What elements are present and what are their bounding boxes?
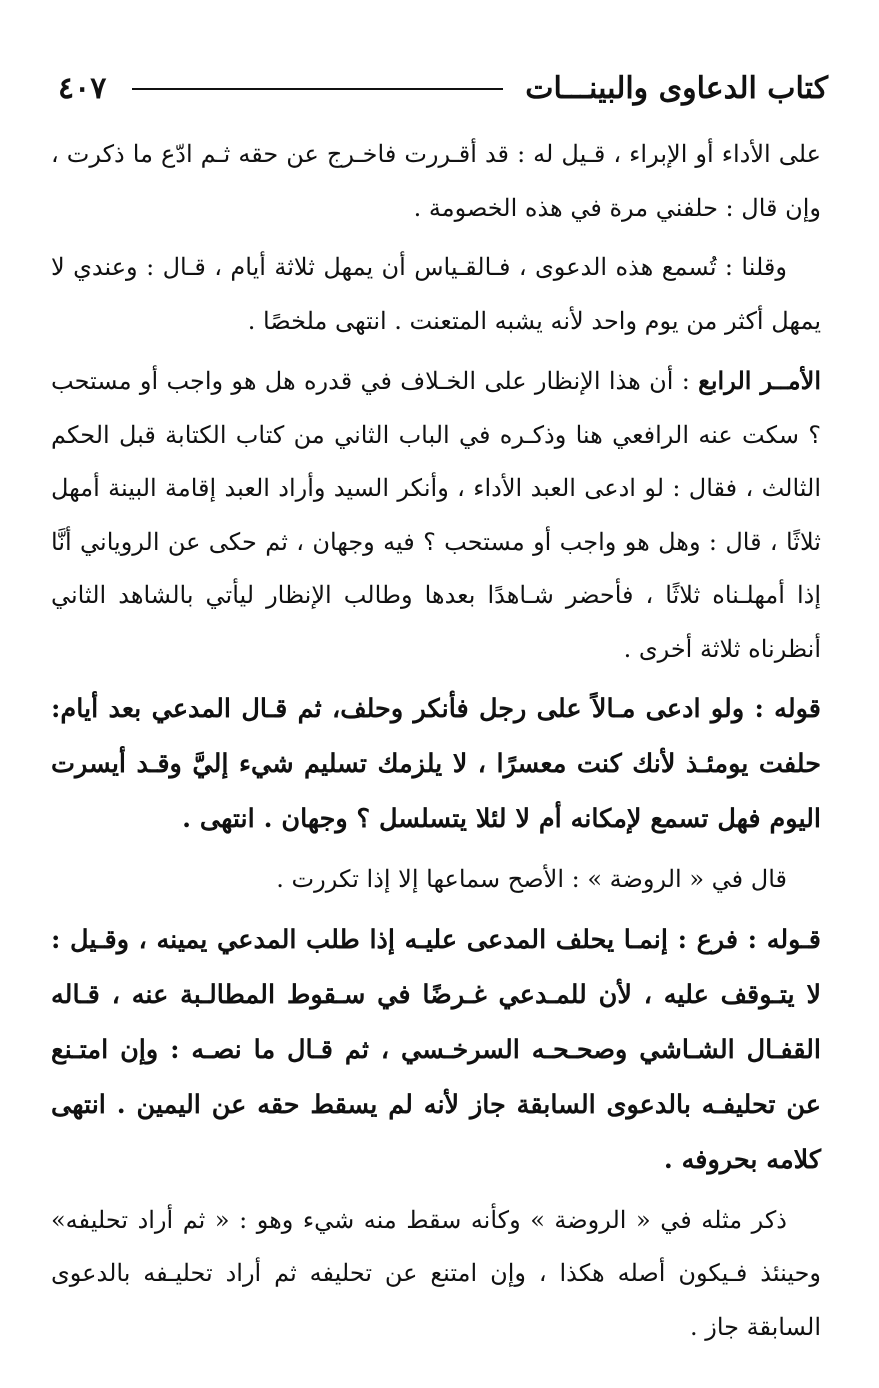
paragraph-1: على الأداء أو الإبراء ، قـيل له : قد أقـررت فاخـرج عن حقه ثـم ادّع ما ذكرت ، وإن قال : حلفني مرة في هذه الخصومة . — [51, 140, 821, 222]
paragraph-3 — [51, 354, 821, 676]
body-text — [51, 128, 821, 1354]
paragraph-2: وقلنا : تُسمع هذه الدعوى ، فـالقـياس أن يمهل ثلاثة أيام ، قـال : وعندي لا يمهل أكثر من يوم واحد لأنه يشبه المتعنت . انتهى ملخصًا . — [51, 253, 821, 335]
paragraph-6-quote: قـوله : فرع : إنمـا يحلف المدعى عليـه إذا طلب المدعي يمينه ، وقـيل : لا يتـوقف عليه ، لأن للمـدعي غـرضًا في سـقوط المطالـبة عنه ، قـاله القفـال الشـاشي وصحـحـه السرخـسي ، ثم قـال ما نصـه : وإن امتـنع عن تحليفـه بالدعوى السابقة جاز لأنه لم يسقط حقه عن اليمين . انتهى كلامه بحروفه . — [51, 924, 821, 1175]
paragraph-3-text: : أن هذا الإنظار على الخـلاف في قدره هل هو واجب أو مستحب ؟ سكت عنه الرافعي هنا وذكـره في الباب الثاني من كتاب الكتابة قبل الحكم الثالث ، فقال : لو ادعى العبد الأداء ، وأنكر السيد وأراد العبد إقامة البينة أمهل ثلاثًا ، قال : وهل هو واجب أو مستحب ؟ فيه وجهان ، ثم حكى عن الروياني أنَّا إذا أمهلـناه ثلاثًا ، فأحضر شـاهدًا بعدها وطالب الإنظار ليأتي بالشاهد الثاني أنظرناه ثلاثة أخرى . — [51, 367, 821, 663]
page-header — [58, 66, 828, 110]
paragraph-7: ذكر مثله في « الروضة » وكأنه سقط منه شيء وهو : « ثم أراد تحليفه» وحينئذ فـيكون أصله هكذا ، وإن امتنع عن تحليفه ثم أراد تحليـفه بالدعوى السابقة جاز . — [51, 1205, 821, 1341]
book-title: كتاب الدعاوى والبينـــات — [525, 70, 828, 106]
header-rule — [132, 88, 503, 90]
paragraph-3-lead: الأمــر الرابع — [698, 366, 821, 395]
paragraph-4-quote: قوله : ولو ادعى مـالاً على رجل فأنكر وحلف، ثم قـال المدعي بعد أيام: حلفت يومئـذ لأنك كنت معسرًا ، لا يلزمك تسليم شيء إليَّ وقـد أيسرت اليوم فهل تسمع لإمكانه أم لا لئلا يتسلسل ؟ وجهان . انتهى . — [51, 694, 821, 834]
paragraph-5: قال في « الروضة » : الأصح سماعها إلا إذا تكررت . — [276, 865, 787, 893]
page-number: ٤٠٧ — [58, 70, 107, 106]
